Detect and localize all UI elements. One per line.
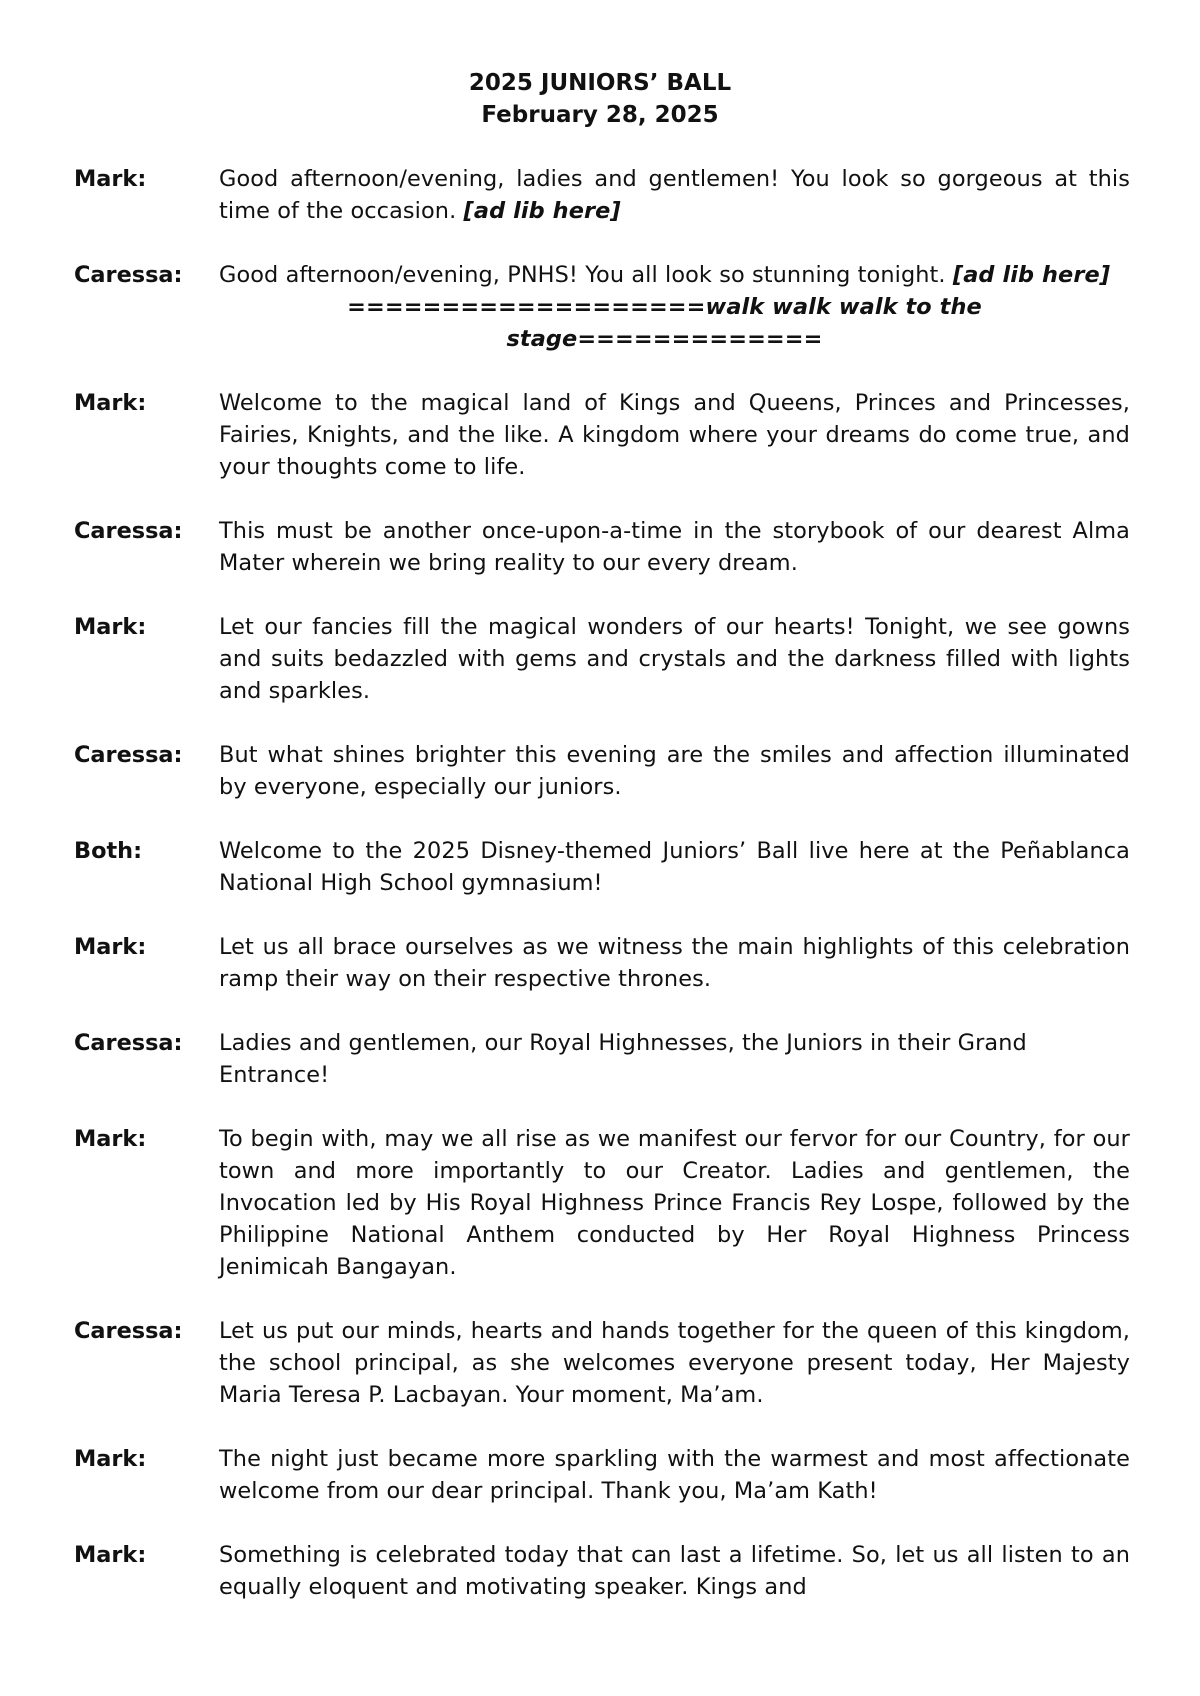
dialogue-text: To begin with, may we all rise as we manifest our fervor for our Country, for our town and more importantly to our Creator. Ladies and gentlemen, the Invocation led by His Royal Highness Prince Francis Rey Lospe, followed by the Philippine National Anthem conducted by Her Royal Highness Princess Jenimicah Bangayan. [219, 1126, 1130, 1280]
dialogue-text: Welcome to the 2025 Disney-themed Juniors’ Ball live here at the Peñablanca National High School gymnasium! [219, 838, 1130, 896]
speaker-label: Mark: [74, 1446, 147, 1472]
speaker-label: Caressa: [74, 262, 183, 288]
stage-direction: ===================walk walk walk to the stage============= [347, 294, 982, 352]
dialogue-text [219, 259, 1130, 355]
script-body [74, 163, 1130, 1635]
script-line [74, 1443, 1130, 1507]
event-date: February 28, 2025 [481, 102, 719, 128]
speaker-label: Caressa: [74, 1030, 183, 1056]
speaker-label: Mark: [74, 166, 147, 192]
speaker-label: Caressa: [74, 1318, 183, 1344]
script-line [74, 1315, 1130, 1411]
dialogue-body: Good afternoon/evening, PNHS! You all look so stunning tonight. [219, 262, 946, 288]
dialogue-text: Something is celebrated today that can last a lifetime. So, let us all listen to an equally eloquent and motivating speaker. Kings and [219, 1542, 1130, 1600]
dialogue-text: This must be another once-upon-a-time in the storybook of our dearest Alma Mater wherein we bring reality to our every dream. [219, 518, 1130, 576]
dialogue-text: The night just became more sparkling with the warmest and most affectionate welcome from our dear principal. Thank you, Ma’am Kath! [219, 1446, 1130, 1504]
speaker-label: Mark: [74, 934, 147, 960]
ad-lib-cue: [ad lib here] [952, 262, 1111, 288]
script-line [74, 1539, 1130, 1603]
speaker-label: Caressa: [74, 518, 183, 544]
speaker-label: Mark: [74, 390, 147, 416]
script-line [74, 1123, 1130, 1283]
script-line [74, 163, 1130, 227]
dialogue-text: Welcome to the magical land of Kings and Queens, Princes and Princesses, Fairies, Knights, and the like. A kingdom where your dreams do come true, and your thoughts come to life. [219, 390, 1130, 480]
speaker-label: Both: [74, 838, 143, 864]
dialogue-text: Let us all brace ourselves as we witness the main highlights of this celebration ramp their way on their respective thrones. [219, 934, 1130, 992]
dialogue-text: Let us put our minds, hearts and hands together for the queen of this kingdom, the school principal, as she welcomes everyone present today, Her Majesty Maria Teresa P. Lacbayan. Your moment, Ma’am. [219, 1318, 1130, 1408]
dialogue-text: But what shines brighter this evening are the smiles and affection illuminated by everyone, especially our juniors. [219, 742, 1130, 800]
script-line [74, 1027, 1130, 1091]
dialogue-text [219, 163, 1130, 227]
script-line [74, 931, 1130, 995]
speaker-label: Caressa: [74, 742, 183, 768]
script-line [74, 259, 1130, 355]
script-line [74, 739, 1130, 803]
script-line [74, 611, 1130, 707]
speaker-label: Mark: [74, 614, 147, 640]
script-line [74, 835, 1130, 899]
script-line [74, 515, 1130, 579]
dialogue-text: Ladies and gentlemen, our Royal Highnesses, the Juniors in their Grand Entrance! [219, 1030, 1027, 1088]
dialogue-body: Good afternoon/evening, ladies and gentlemen! You look so gorgeous at this time of the occasion. [219, 166, 1130, 224]
script-line [74, 387, 1130, 483]
dialogue-text: Let our fancies fill the magical wonders of our hearts! Tonight, we see gowns and suits bedazzled with gems and crystals and the darkness filled with lights and sparkles. [219, 614, 1130, 704]
ad-lib-cue: [ad lib here] [463, 198, 621, 224]
document-header [0, 67, 1200, 131]
speaker-label: Mark: [74, 1126, 147, 1152]
document-title: 2025 JUNIORS’ BALL [468, 70, 732, 96]
speaker-label: Mark: [74, 1542, 147, 1568]
